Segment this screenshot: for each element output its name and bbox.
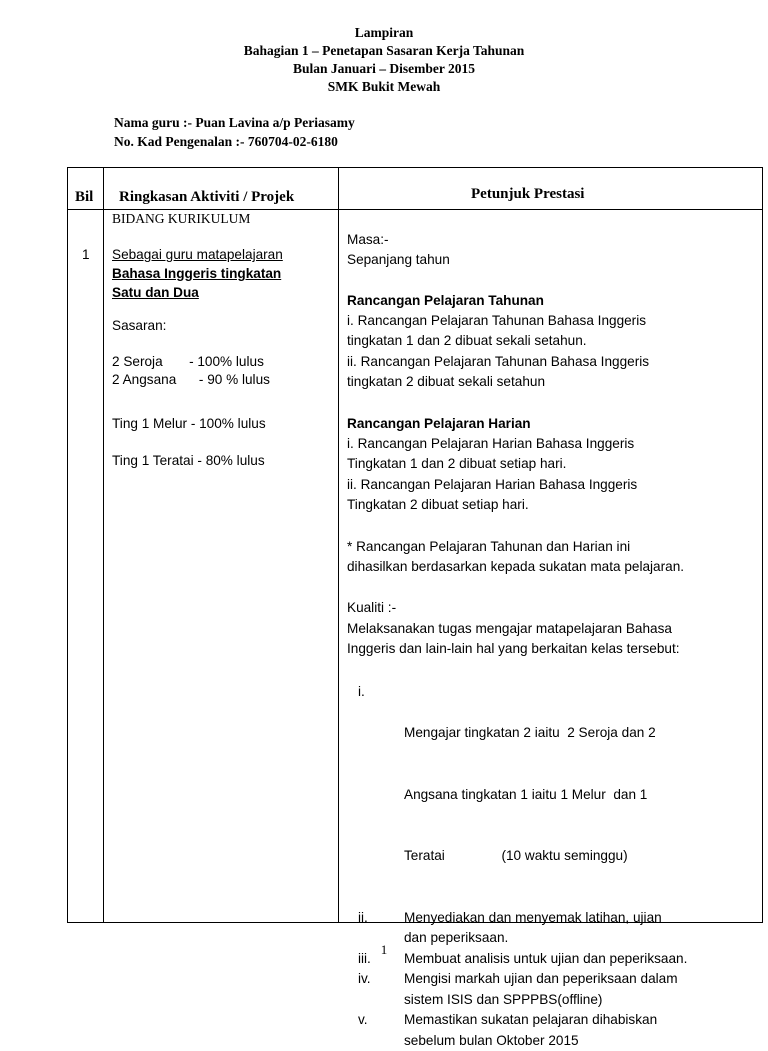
role-text: Sebagai guru matapelajaran [112,245,283,266]
rph-item-2a: ii. Rancangan Pelajaran Harian Bahasa Inggeris [347,475,637,496]
header-activity: Ringkasan Aktiviti / Projek [119,189,294,206]
list-item-line: Angsana tingkatan 1 iaitu 1 Melur dan 1 [404,785,687,806]
duty-list [358,682,687,1051]
column-divider-2 [338,168,339,922]
section-title: BIDANG KURIKULUM [112,209,250,230]
rph-item-1b: Tingkatan 1 dan 2 dibuat setiap hari. [347,454,566,475]
list-item-number: i. [358,682,388,703]
list-item-line: sebelum bulan Oktober 2015 [404,1031,687,1051]
list-item-line: Mengisi markah ujian dan peperiksaan dalam [404,969,687,990]
header-indicator: Petunjuk Prestasi [471,186,584,203]
kualiti-label: Kualiti :- [347,598,396,619]
rpt-item-2b: tingkatan 2 dibuat sekali setahun [347,372,545,393]
rpt-item-1b: tingkatan 1 dan 2 dibuat sekali setahun. [347,331,587,352]
list-item-line: Mengajar tingkatan 2 iaitu 2 Seroja dan 2 [404,723,687,744]
page-number: 1 [0,942,768,958]
list-item-line: sistem ISIS dan SPPPBS(offline) [404,990,687,1011]
rpt-item-2a: ii. Rancangan Pelajaran Tahunan Bahasa Inggeris [347,352,649,373]
list-item-number: v. [358,1010,388,1031]
list-item-line: dan peperiksaan. [404,928,687,949]
kualiti-line-a: Melaksanakan tugas mengajar matapelajaran Bahasa [347,619,672,640]
ic-number: No. Kad Pengenalan :- 760704-02-6180 [114,132,355,151]
header-line-school: SMK Bukit Mewah [0,78,768,96]
subject-line-1: Bahasa Inggeris tingkatan [112,264,281,285]
note-line-a: * Rancangan Pelajaran Tahunan dan Harian ini [347,537,630,558]
document-header [0,24,768,96]
list-item-line: Membuat analisis untuk ujian dan peperiksaan. [404,949,687,970]
header-bil: Bil [75,189,93,206]
column-divider-1 [103,168,104,922]
rph-item-2b: Tingkatan 2 dibuat setiap hari. [347,495,529,516]
target-ting1-teratai: Ting 1 Teratai - 80% lulus [112,451,265,472]
note-line-b: dihasilkan berdasarkan kepada sukatan mata pelajaran. [347,557,684,578]
target-2-angsana: 2 Angsana - 90 % lulus [112,370,270,391]
list-item-number: iii. [358,949,388,970]
header-line-bahagian: Bahagian 1 – Penetapan Sasaran Kerja Tahunan [0,42,768,60]
target-ting1-melur: Ting 1 Melur - 100% lulus [112,414,266,435]
masa-value: Sepanjang tahun [347,250,450,271]
list-item-line: Menyediakan dan menyemak latihan, ujian [404,908,687,929]
rpt-heading: Rancangan Pelajaran Tahunan [347,291,544,312]
header-line-period: Bulan Januari – Disember 2015 [0,60,768,78]
teacher-info [114,113,355,151]
rph-heading: Rancangan Pelajaran Harian [347,414,531,435]
list-item-line: Memastikan sukatan pelajaran dihabiskan [404,1010,687,1031]
target-2-seroja: 2 Seroja - 100% lulus [112,352,264,373]
sasaran-label: Sasaran: [112,316,166,337]
teacher-name: Nama guru :- Puan Lavina a/p Periasamy [114,113,355,132]
list-item [358,682,687,908]
list-item-line: Teratai (10 waktu seminggu) [404,846,687,867]
rpt-item-1a: i. Rancangan Pelajaran Tahunan Bahasa Inggeris [347,311,646,332]
target-table [67,167,763,923]
row-number: 1 [82,245,90,266]
list-item-number: ii. [358,908,388,929]
list-item-number: iv. [358,969,388,990]
rph-item-1a: i. Rancangan Pelajaran Harian Bahasa Inggeris [347,434,634,455]
masa-label: Masa:- [347,230,389,251]
header-line-lampiran: Lampiran [0,24,768,42]
list-item [358,969,687,1010]
subject-line-2: Satu dan Dua [112,283,199,304]
list-item [358,1010,687,1051]
kualiti-line-b: Inggeris dan lain-lain hal yang berkaitan kelas tersebut: [347,639,680,660]
